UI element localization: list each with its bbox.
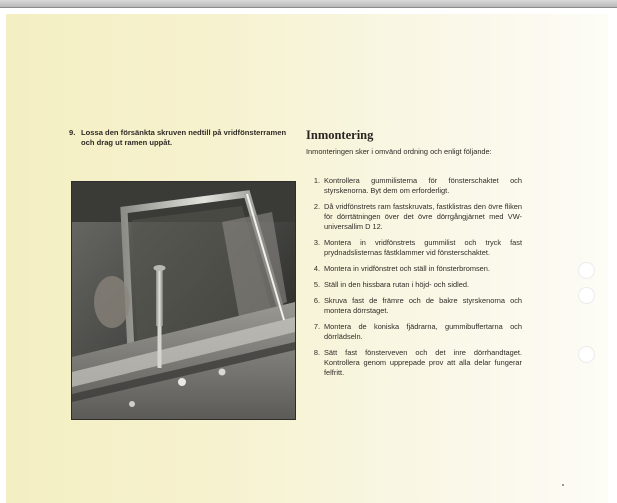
step-text: Montera de koniska fjädrarna, gummibuffertarna och dörrlädseln.	[324, 322, 522, 341]
bolt-2	[219, 369, 226, 376]
punch-hole-1	[578, 262, 595, 279]
paper-speck	[562, 484, 564, 486]
section-intro: Inmonteringen sker i omvänd ordning och enligt följande:	[306, 147, 492, 156]
list-item	[306, 296, 522, 316]
list-item	[306, 238, 522, 258]
bolt-3	[129, 401, 135, 407]
door-window-photo	[71, 181, 296, 420]
step-text: Montera in vridfönstrets gummilist och tryck fast prydnadslisternas fästklammer vid fönsterschaktet.	[324, 238, 522, 257]
list-item	[306, 280, 522, 290]
step-number: 3.	[313, 238, 320, 247]
photo-illustration	[72, 182, 295, 419]
step-text: Sätt fast fönsterveven och det inre dörrhandtaget. Kontrollera genom upprepade prov att alla delar fungerar felfritt.	[324, 348, 522, 377]
bolt-1	[178, 378, 186, 386]
screwdriver-shaft	[158, 326, 162, 368]
list-item	[306, 348, 522, 378]
list-item	[306, 202, 522, 232]
list-item	[306, 264, 522, 274]
step-number: 6.	[313, 296, 320, 305]
list-item	[306, 176, 522, 196]
punch-hole-3	[578, 346, 595, 363]
assembly-steps	[306, 176, 522, 384]
step-text: Då vridfönstrets ram fastskruvats, fastklistras den övre fliken för dörrtätningen över det övre dörrgångjärnet med VW-universallim D 12.	[324, 202, 522, 231]
punch-hole-2	[578, 287, 595, 304]
page-edge	[608, 8, 617, 503]
hand	[94, 276, 130, 328]
viewer-top-bar	[0, 0, 617, 8]
step-number: 4.	[313, 264, 320, 273]
step-number: 7.	[313, 322, 320, 331]
figure-caption	[69, 128, 291, 148]
step-text: Kontrollera gummilisterna för fönsterschaktet och styrskenorna. Byt dem om erforderligt.	[324, 176, 522, 195]
step-number: 1.	[313, 176, 320, 185]
step-number: 8.	[313, 348, 320, 357]
step-number: 5.	[313, 280, 320, 289]
screwdriver-handle	[156, 268, 163, 326]
step-text: Ställ in den hissbara rutan i höjd- och sidled.	[324, 280, 470, 289]
step-text: Skruva fast de främre och de bakre styrskenorna och montera dörrstaget.	[324, 296, 522, 315]
caption-number: 9.	[69, 128, 76, 137]
section-heading: Inmontering	[306, 128, 374, 142]
step-text: Montera in vridfönstret och ställ in fönsterbromsen.	[324, 264, 490, 273]
screwdriver-cap	[154, 265, 166, 271]
list-item	[306, 322, 522, 342]
caption-text: Lossa den försänkta skruven nedtill på vridfönsterramen och drag ut ramen uppåt.	[81, 128, 287, 148]
step-number: 2.	[313, 202, 320, 211]
